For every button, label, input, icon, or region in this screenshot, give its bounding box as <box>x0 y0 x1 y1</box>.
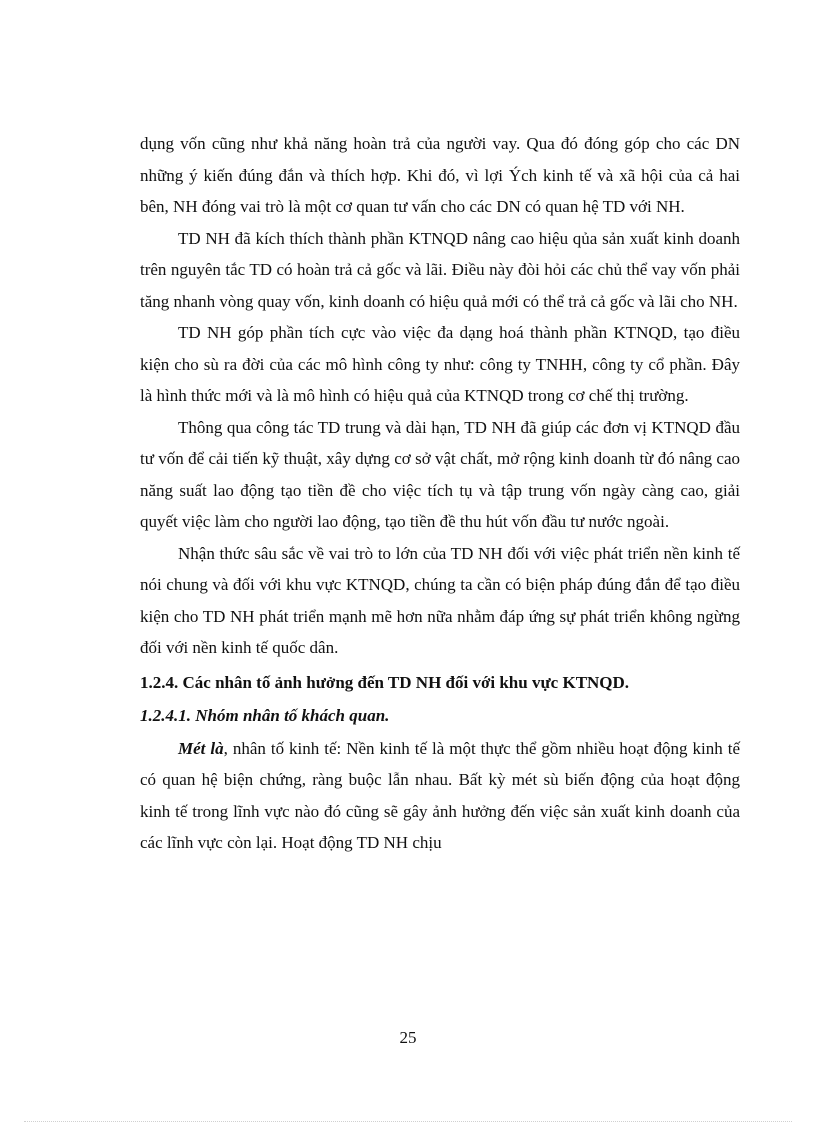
paragraph-text: , nhân tố kinh tế: Nền kinh tế là một thực thể gồm nhiều hoạt động kinh tế có quan hệ biện chứng, ràng buộc lẫn nhau. Bất kỳ mét sù biến động của hoạt động kinh tế trong lĩnh vực nào đó cũng sẽ gây ảnh hưởng đến việc sản xuất kinh doanh của các lĩnh vực còn lại. Hoạt động TD NH chịu <box>140 738 741 852</box>
body-paragraph-3: TD NH góp phần tích cực vào việc đa dạng hoá thành phần KTNQD, tạo điều kiện cho sù ra đời của các mô hình công ty như: công ty TNHH, công ty cổ phần. Đây là hình thức mới và là mô hình có hiệu quả của KTNQD trong cơ chế thị trường. <box>140 323 740 405</box>
body-paragraph-2: TD NH đã kích thích thành phần KTNQD nâng cao hiệu qủa sản xuất kinh doanh trên nguyên tắc TD có hoàn trả cả gốc và lãi. Điều này đòi hỏi các chủ thể vay vốn phải tăng nhanh vòng quay vốn, kinh doanh có hiệu quả mới có thể trả cả gốc và lãi cho NH. <box>140 228 740 311</box>
subsection-heading: 1.2.4.1. Nhóm nhân tố khách quan. <box>140 705 390 725</box>
paragraph-lead: Mét là <box>178 738 224 758</box>
page-number: 25 <box>399 1028 417 1047</box>
body-paragraph-6 <box>140 733 740 859</box>
body-paragraph-5: Nhận thức sâu sắc về vai trò to lớn của TD NH đối với việc phát triển nền kinh tế nói chung và đối với khu vực KTNQD, chúng ta cần có biện pháp đúng đắn để tạo điều kiện cho TD NH phát triển mạnh mẽ hơn nữa nhằm đáp ứng sự phát triển không ngừng đối với nền kinh tế quốc dân. <box>140 543 740 657</box>
section-heading: 1.2.4. Các nhân tố ảnh hưởng đến TD NH đối với khu vực KTNQD. <box>140 672 630 692</box>
page-bottom-divider <box>24 1121 792 1122</box>
body-paragraph-1: dụng vốn cũng như khả năng hoàn trả của người vay. Qua đó đóng góp cho các DN những ý kiến đúng đắn và thích hợp. Khi đó, vì lợi Ých kinh tế và xã hội của cả hai bên, NH đóng vai trò là một cơ quan tư vấn cho các DN có quan hệ TD với NH. <box>140 134 740 216</box>
body-paragraph-4: Thông qua công tác TD trung và dài hạn, TD NH đã giúp các đơn vị KTNQD đầu tư vốn để cải tiến kỹ thuật, xây dựng cơ sở vật chất, mở rộng kinh doanh từ đó nâng cao năng suất lao động tạo tiền đề cho việc tích tụ và tập trung vốn ngày càng cao, giải quyết việc làm cho người lao động, tạo tiền đề thu hút vốn đầu tư nước ngoài. <box>140 417 740 531</box>
page-body <box>140 128 740 859</box>
